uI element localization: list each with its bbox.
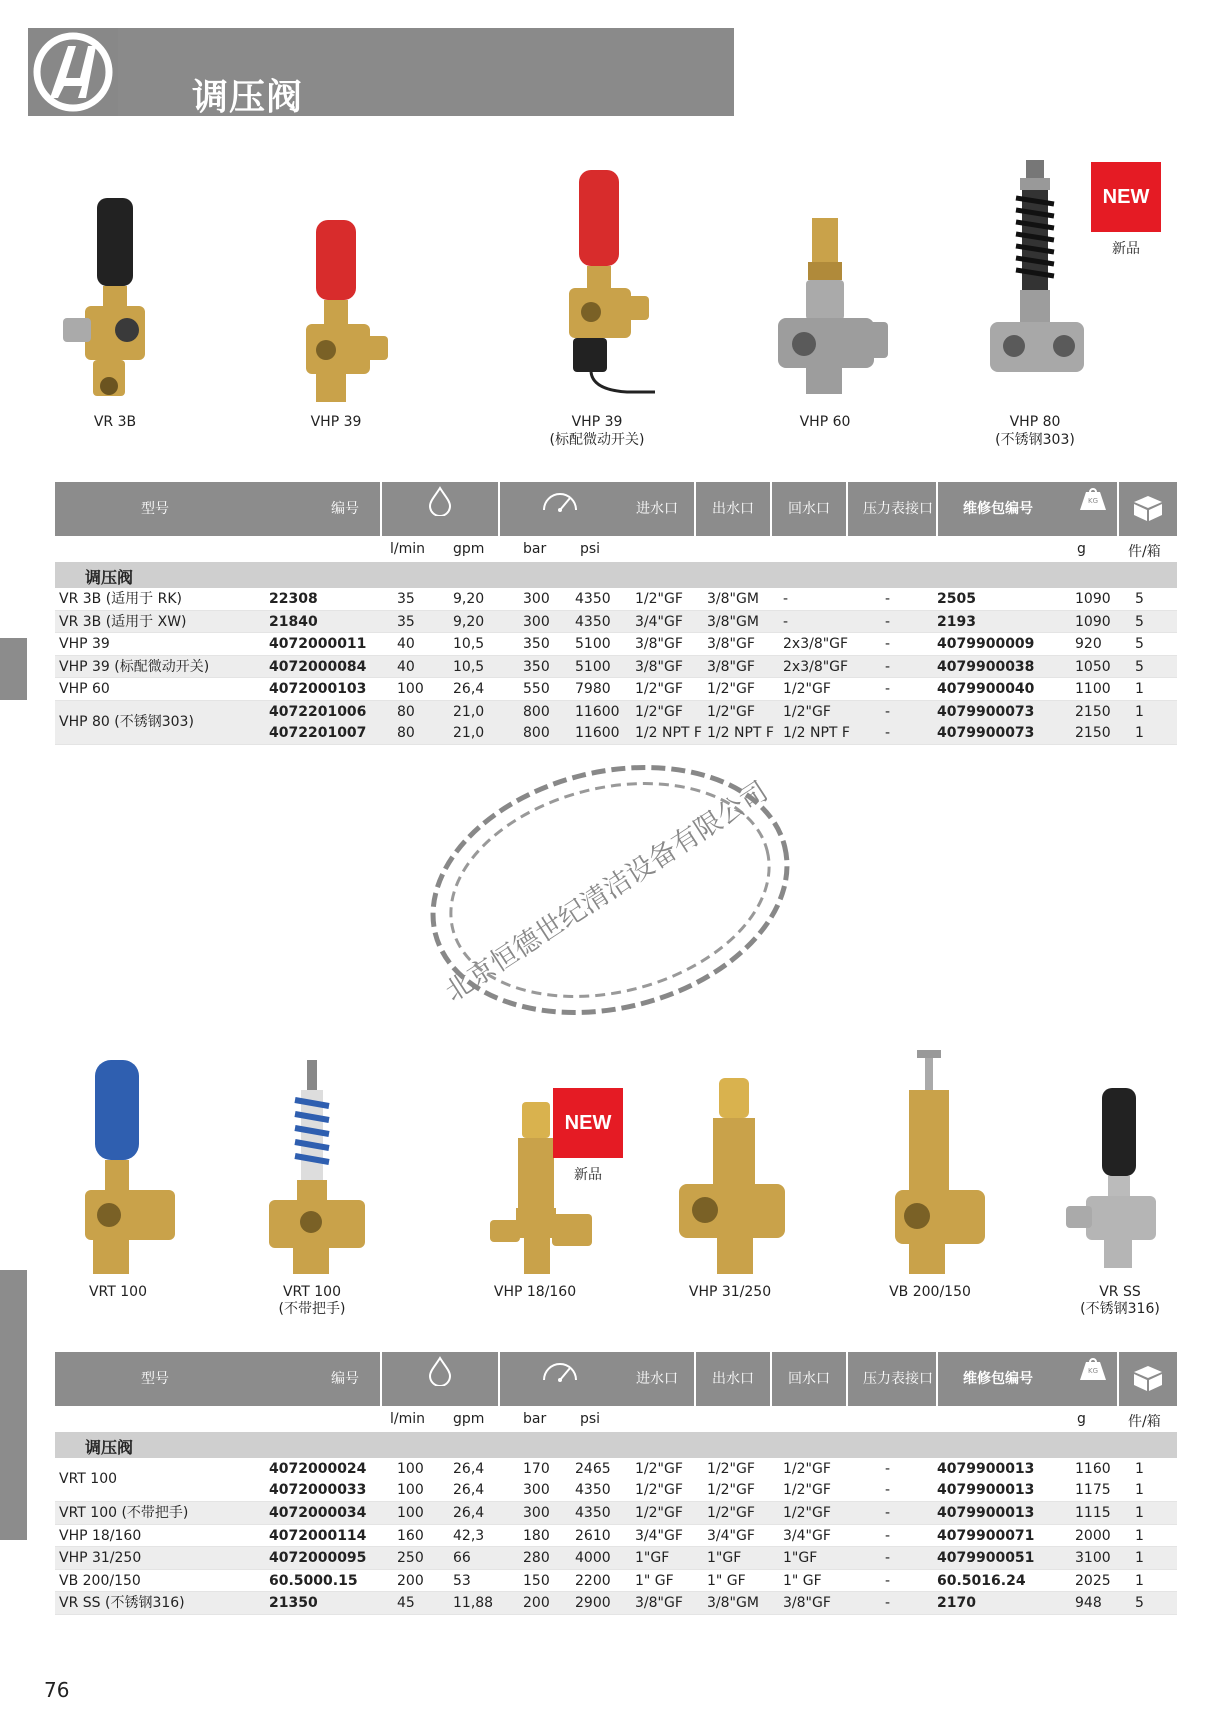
cell-inlet: 3/8"GF (635, 658, 683, 675)
cell-lmin: 80 (397, 724, 415, 741)
cell-weight: 1090 (1075, 591, 1111, 607)
cell-model: VR SS (不锈钢316) (59, 1595, 185, 1611)
cell-gauge: - (885, 1482, 891, 1498)
cell-gpm: 10,5 (453, 636, 485, 652)
cell-inlet: 1"GF (635, 1550, 670, 1566)
cell-outlet: 1/2"GF (707, 1505, 755, 1521)
col-box (1119, 1352, 1177, 1406)
flow-label: 流量 (430, 542, 449, 552)
cell-bar: 200 (523, 1595, 550, 1611)
unit-psi: psi (580, 1411, 601, 1427)
cell-return: - (783, 591, 789, 607)
product-label: VRT 100 (88, 1284, 147, 1300)
cell-inlet: 3/4"GF (635, 613, 683, 630)
cell-inlet: 1/2"GF (635, 703, 683, 720)
cell-gpm: 26,4 (453, 1505, 485, 1521)
new-badge-sub: 新品 (574, 1167, 602, 1183)
cell-bar: 800 (523, 724, 550, 741)
table-row (55, 1525, 1177, 1548)
cell-inlet: 1" GF (635, 1572, 674, 1589)
cell-outlet: 1" GF (707, 1572, 746, 1589)
cell-lmin: 160 (397, 1527, 424, 1544)
cell-bar: 350 (523, 658, 550, 675)
cell-return: 2x3/8"GF (783, 636, 849, 652)
cell-box: 1 (1135, 703, 1144, 720)
cell-weight: 2000 (1075, 1527, 1111, 1544)
product-label: VHP 60 (799, 414, 851, 430)
product-sublabel: (不带把手) (278, 1301, 346, 1317)
cell-psi: 7980 (575, 681, 611, 697)
cell-bar: 300 (523, 1482, 550, 1498)
product-label: VHP 18/160 (493, 1284, 577, 1300)
cell-return: 1"GF (783, 1550, 818, 1566)
new-badge: NEW (1091, 162, 1161, 232)
cell-gpm: 11,88 (453, 1595, 494, 1611)
cell-code: 4072000095 (269, 1550, 367, 1566)
cell-code: 4072000084 (269, 658, 367, 675)
table-row (55, 588, 1177, 611)
cell-outlet: 3/8"GM (707, 591, 759, 607)
unit-lmin: l/min (390, 541, 426, 557)
flow-label: 流量 (430, 1412, 449, 1422)
cell-psi: 11600 (575, 703, 620, 720)
cell-model: VRT 100 (59, 1471, 118, 1487)
cell-model: VHP 39 (标配微动开关) (59, 658, 210, 675)
cell-box: 1 (1135, 1461, 1144, 1477)
table-body (55, 588, 1177, 701)
cell-model: VHP 60 (59, 681, 110, 697)
box-icon (1130, 494, 1166, 522)
cell-weight: 2025 (1075, 1572, 1111, 1589)
cell-gpm: 9,20 (453, 613, 485, 630)
cell-gauge: - (885, 681, 891, 697)
cell-return: 1/2 NPT F (783, 724, 850, 741)
cell-psi: 4350 (575, 591, 611, 607)
col-gauge: 压力表接口 (863, 501, 933, 517)
product-photo (735, 190, 915, 420)
cell-gauge: - (885, 1461, 891, 1477)
cell-kit: 4079900051 (937, 1550, 1035, 1566)
pressure-label: 压力 (550, 1412, 569, 1422)
cell-kit: 4079900073 (937, 703, 1035, 720)
cell-bar: 300 (523, 591, 550, 607)
cell-bar: 180 (523, 1527, 550, 1544)
cell-gauge: - (885, 1505, 891, 1521)
col-kit: 维修包编号 (963, 1371, 1033, 1387)
cell-code: 22308 (269, 591, 318, 607)
cell-box: 5 (1135, 613, 1144, 630)
col-code: 编号 (331, 501, 359, 517)
cell-outlet: 1"GF (707, 1550, 742, 1566)
cell-gauge: - (885, 658, 891, 675)
cell-inlet: 1/2"GF (635, 1461, 683, 1477)
unit-bar: bar (523, 1411, 547, 1427)
cell-kit: 4079900073 (937, 724, 1035, 741)
cell-gpm: 10,5 (453, 658, 485, 675)
pressure-gauge-icon (540, 486, 580, 516)
cell-gpm: 53 (453, 1572, 471, 1589)
cell-kit: 4079900038 (937, 658, 1035, 675)
cell-box: 5 (1135, 591, 1144, 607)
cell-return: 1/2"GF (783, 681, 831, 697)
side-tab (0, 638, 27, 700)
cell-return: 2x3/8"GF (783, 658, 849, 675)
cell-box: 5 (1135, 636, 1144, 652)
units-row (55, 1406, 1177, 1432)
unit-g: g (1077, 541, 1086, 557)
section-header: 调压阀 (55, 1432, 1177, 1458)
cell-bar: 170 (523, 1461, 550, 1477)
cell-weight: 3100 (1075, 1550, 1111, 1566)
cell-box: 1 (1135, 1505, 1144, 1521)
cell-return: 1/2"GF (783, 1505, 831, 1521)
table-row (55, 656, 1177, 679)
cell-outlet: 1/2 NPT F (707, 724, 774, 741)
unit-bar: bar (523, 541, 547, 557)
cell-kit: 4079900071 (937, 1527, 1035, 1544)
cell-kit: 4079900013 (937, 1482, 1035, 1498)
cell-bar: 800 (523, 703, 550, 720)
cell-inlet: 3/4"GF (635, 1527, 683, 1544)
new-badge-sub: 新品 (1112, 241, 1140, 257)
cell-lmin: 100 (397, 681, 424, 697)
cell-lmin: 100 (397, 1461, 424, 1477)
cell-outlet: 3/8"GF (707, 658, 755, 675)
side-tab (0, 1270, 27, 1540)
cell-code: 21840 (269, 613, 318, 630)
col-outlet: 出水口 (712, 501, 754, 517)
cell-box: 1 (1135, 1527, 1144, 1544)
cell-model: VHP 31/250 (59, 1550, 142, 1566)
table-row (55, 678, 1177, 701)
product-label: VRT 100 (282, 1284, 341, 1300)
product-sublabel: (标配微动开关) (549, 432, 645, 448)
cell-code: 21350 (269, 1595, 318, 1611)
cell-box: 1 (1135, 724, 1144, 741)
cell-model: VB 200/150 (59, 1572, 141, 1589)
table-row (55, 1547, 1177, 1570)
col-model: 型号 (141, 1371, 169, 1387)
cell-outlet: 1/2"GF (707, 703, 755, 720)
cell-model: VHP 18/160 (59, 1527, 142, 1544)
product-photo (840, 1050, 1020, 1280)
cell-outlet: 1/2"GF (707, 1482, 755, 1498)
cell-lmin: 200 (397, 1572, 424, 1589)
table-row-vrt100 (55, 1458, 1177, 1502)
cell-inlet: 1/2"GF (635, 1482, 683, 1498)
cell-lmin: 40 (397, 636, 415, 652)
col-box (1119, 482, 1177, 536)
stamp-text: 北京恒德世纪清洁设备有限公司 (439, 776, 774, 1008)
weight-label: 重量 (1083, 1412, 1102, 1422)
cell-gpm: 21,0 (453, 703, 485, 720)
cell-lmin: 80 (397, 703, 415, 720)
product-label: VR SS (1099, 1284, 1141, 1300)
table-body (55, 1502, 1177, 1615)
cell-code: 4072000034 (269, 1505, 367, 1521)
unit-gpm: gpm (453, 541, 485, 557)
unit-box: 件/箱 (1128, 544, 1161, 560)
water-drop-icon (427, 486, 453, 516)
section-header: 调压阀 (55, 562, 1177, 588)
box-icon (1130, 1364, 1166, 1392)
cell-model: VR 3B (适用于 XW) (59, 613, 187, 630)
col-gauge: 压力表接口 (863, 1371, 933, 1387)
table-row (55, 1570, 1177, 1593)
cell-weight: 2150 (1075, 703, 1111, 720)
cell-lmin: 100 (397, 1505, 424, 1521)
cell-model: VR 3B (适用于 RK) (59, 591, 182, 607)
table-row (55, 633, 1177, 656)
cell-inlet: 3/8"GF (635, 636, 683, 652)
cell-psi: 2900 (575, 1595, 611, 1611)
cell-weight: 1115 (1075, 1505, 1111, 1521)
cell-weight: 1175 (1075, 1482, 1111, 1498)
product-label: VHP 39 (571, 414, 623, 430)
cell-code: 60.5000.15 (269, 1572, 358, 1589)
weight-kg-text: KG (1087, 497, 1098, 505)
cell-psi: 2200 (575, 1572, 611, 1589)
product-photo (1030, 1060, 1210, 1290)
table-row (55, 1592, 1177, 1615)
cell-bar: 280 (523, 1550, 550, 1566)
pressure-label: 压力 (550, 542, 569, 552)
col-inlet: 进水口 (636, 1371, 678, 1387)
cell-gauge: - (885, 613, 891, 630)
cell-lmin: 35 (397, 613, 415, 630)
cell-inlet: 3/8"GF (635, 1595, 683, 1611)
cell-gauge: - (885, 636, 891, 652)
table-row-vhp80 (55, 701, 1177, 745)
cell-gauge: - (885, 724, 891, 741)
col-kit: 维修包编号 (963, 501, 1033, 517)
cell-return: 3/4"GF (783, 1527, 831, 1544)
pressure-gauge-icon (540, 1356, 580, 1386)
cell-weight: 1050 (1075, 658, 1111, 675)
product-photo (28, 1060, 208, 1290)
cell-weight: 2150 (1075, 724, 1111, 741)
cell-psi: 5100 (575, 636, 611, 652)
cell-kit: 4079900013 (937, 1461, 1035, 1477)
cell-box: 1 (1135, 681, 1144, 697)
cell-gauge: - (885, 1527, 891, 1544)
product-photo (640, 1060, 820, 1290)
product-photo (222, 1060, 402, 1290)
cell-gauge: - (885, 1595, 891, 1611)
cell-gpm: 9,20 (453, 591, 485, 607)
unit-gpm: gpm (453, 1411, 485, 1427)
cell-kit: 2505 (937, 591, 976, 607)
cell-weight: 920 (1075, 636, 1102, 652)
cell-return: 1" GF (783, 1572, 822, 1589)
cell-bar: 550 (523, 681, 550, 697)
col-outlet: 出水口 (712, 1371, 754, 1387)
brand-logo (28, 28, 118, 116)
product-photo (246, 190, 426, 420)
units-row (55, 536, 1177, 562)
col-return: 回水口 (788, 501, 830, 517)
cell-psi: 5100 (575, 658, 611, 675)
cell-return: 1/2"GF (783, 703, 831, 720)
cell-inlet: 1/2"GF (635, 1505, 683, 1521)
cell-gpm: 66 (453, 1550, 471, 1566)
cell-lmin: 100 (397, 1482, 424, 1498)
cell-gauge: - (885, 703, 891, 720)
cell-outlet: 1/2"GF (707, 1461, 755, 1477)
cell-kit: 2170 (937, 1595, 976, 1611)
col-code: 编号 (331, 1371, 359, 1387)
cell-weight: 1160 (1075, 1461, 1111, 1477)
cell-gpm: 26,4 (453, 1482, 485, 1498)
col-return: 回水口 (788, 1371, 830, 1387)
product-label: VHP 39 (310, 414, 362, 430)
product-label: VHP 31/250 (688, 1284, 772, 1300)
cell-kit: 2193 (937, 613, 976, 630)
company-stamp (420, 740, 820, 1050)
cell-bar: 350 (523, 636, 550, 652)
cell-kit: 4079900009 (937, 636, 1035, 652)
page-number: 76 (44, 1678, 70, 1702)
cell-psi: 4000 (575, 1550, 611, 1566)
cell-return: 1/2"GF (783, 1482, 831, 1498)
cell-lmin: 40 (397, 658, 415, 675)
cell-bar: 150 (523, 1572, 550, 1589)
col-inlet: 进水口 (636, 501, 678, 517)
cell-weight: 1090 (1075, 613, 1111, 630)
cell-return: - (783, 613, 789, 630)
col-model: 型号 (141, 501, 169, 517)
cell-model: VHP 80 (不锈钢303) (59, 713, 194, 730)
product-photo (25, 190, 205, 420)
table-row (55, 1502, 1177, 1525)
cell-return: 1/2"GF (783, 1461, 831, 1477)
cell-gauge: - (885, 1572, 891, 1589)
cell-inlet: 1/2 NPT F (635, 724, 702, 741)
cell-psi: 2610 (575, 1527, 611, 1544)
cell-outlet: 1/2"GF (707, 681, 755, 697)
cell-code: 4072000011 (269, 636, 367, 652)
unit-g: g (1077, 1411, 1086, 1427)
cell-code: 4072201007 (269, 724, 367, 741)
cell-psi: 11600 (575, 724, 620, 741)
col-weight (1063, 1352, 1123, 1422)
cell-code: 4072000103 (269, 681, 367, 697)
unit-psi: psi (580, 541, 601, 557)
product-label: VB 200/150 (889, 1284, 971, 1300)
cell-outlet: 3/8"GM (707, 613, 759, 630)
table-row (55, 611, 1177, 634)
cell-box: 5 (1135, 1595, 1144, 1611)
unit-box: 件/箱 (1128, 1414, 1161, 1430)
weight-label: 重量 (1083, 542, 1102, 552)
cell-weight: 948 (1075, 1595, 1102, 1611)
cell-return: 3/8"GF (783, 1595, 831, 1611)
cell-psi: 4350 (575, 1482, 611, 1498)
cell-gauge: - (885, 1550, 891, 1566)
product-photo (507, 170, 687, 400)
product-label: VR 3B (93, 414, 137, 430)
cell-inlet: 1/2"GF (635, 681, 683, 697)
product-sublabel: (不锈钢303) (995, 432, 1075, 448)
cell-psi: 4350 (575, 613, 611, 630)
spec-table-1 (55, 482, 1177, 745)
water-drop-icon (427, 1356, 453, 1386)
cell-gpm: 42,3 (453, 1527, 485, 1544)
weight-kg-text: KG (1087, 1367, 1098, 1375)
cell-psi: 2465 (575, 1461, 611, 1477)
cell-lmin: 250 (397, 1550, 424, 1566)
unit-lmin: l/min (390, 1411, 426, 1427)
cell-model: VRT 100 (不带把手) (59, 1505, 189, 1521)
product-label: VHP 80 (1009, 414, 1061, 430)
new-badge: NEW (553, 1088, 623, 1158)
cell-weight: 1100 (1075, 681, 1111, 697)
cell-model: VHP 39 (59, 636, 110, 652)
col-weight (1063, 482, 1123, 552)
cell-code: 4072201006 (269, 703, 367, 720)
cell-lmin: 35 (397, 591, 415, 607)
page-title: 调压阀 (192, 77, 304, 118)
cell-gauge: - (885, 591, 891, 607)
cell-inlet: 1/2"GF (635, 591, 683, 607)
cell-box: 1 (1135, 1550, 1144, 1566)
cell-box: 5 (1135, 658, 1144, 675)
cell-kit: 60.5016.24 (937, 1572, 1026, 1589)
cell-code: 4072000114 (269, 1527, 367, 1544)
cell-code: 4072000033 (269, 1482, 367, 1498)
cell-psi: 4350 (575, 1505, 611, 1521)
cell-gpm: 26,4 (453, 1461, 485, 1477)
cell-bar: 300 (523, 613, 550, 630)
product-sublabel: (不锈钢316) (1080, 1301, 1160, 1317)
cell-kit: 4079900040 (937, 681, 1035, 697)
cell-outlet: 3/8"GM (707, 1595, 759, 1611)
cell-outlet: 3/8"GF (707, 636, 755, 652)
cell-code: 4072000024 (269, 1461, 367, 1477)
cell-gpm: 21,0 (453, 724, 485, 741)
spec-table-2 (55, 1352, 1177, 1615)
cell-lmin: 45 (397, 1595, 415, 1611)
cell-kit: 4079900013 (937, 1505, 1035, 1521)
cell-bar: 300 (523, 1505, 550, 1521)
cell-box: 1 (1135, 1572, 1144, 1589)
cell-gpm: 26,4 (453, 681, 485, 697)
cell-box: 1 (1135, 1482, 1144, 1498)
cell-outlet: 3/4"GF (707, 1527, 755, 1544)
